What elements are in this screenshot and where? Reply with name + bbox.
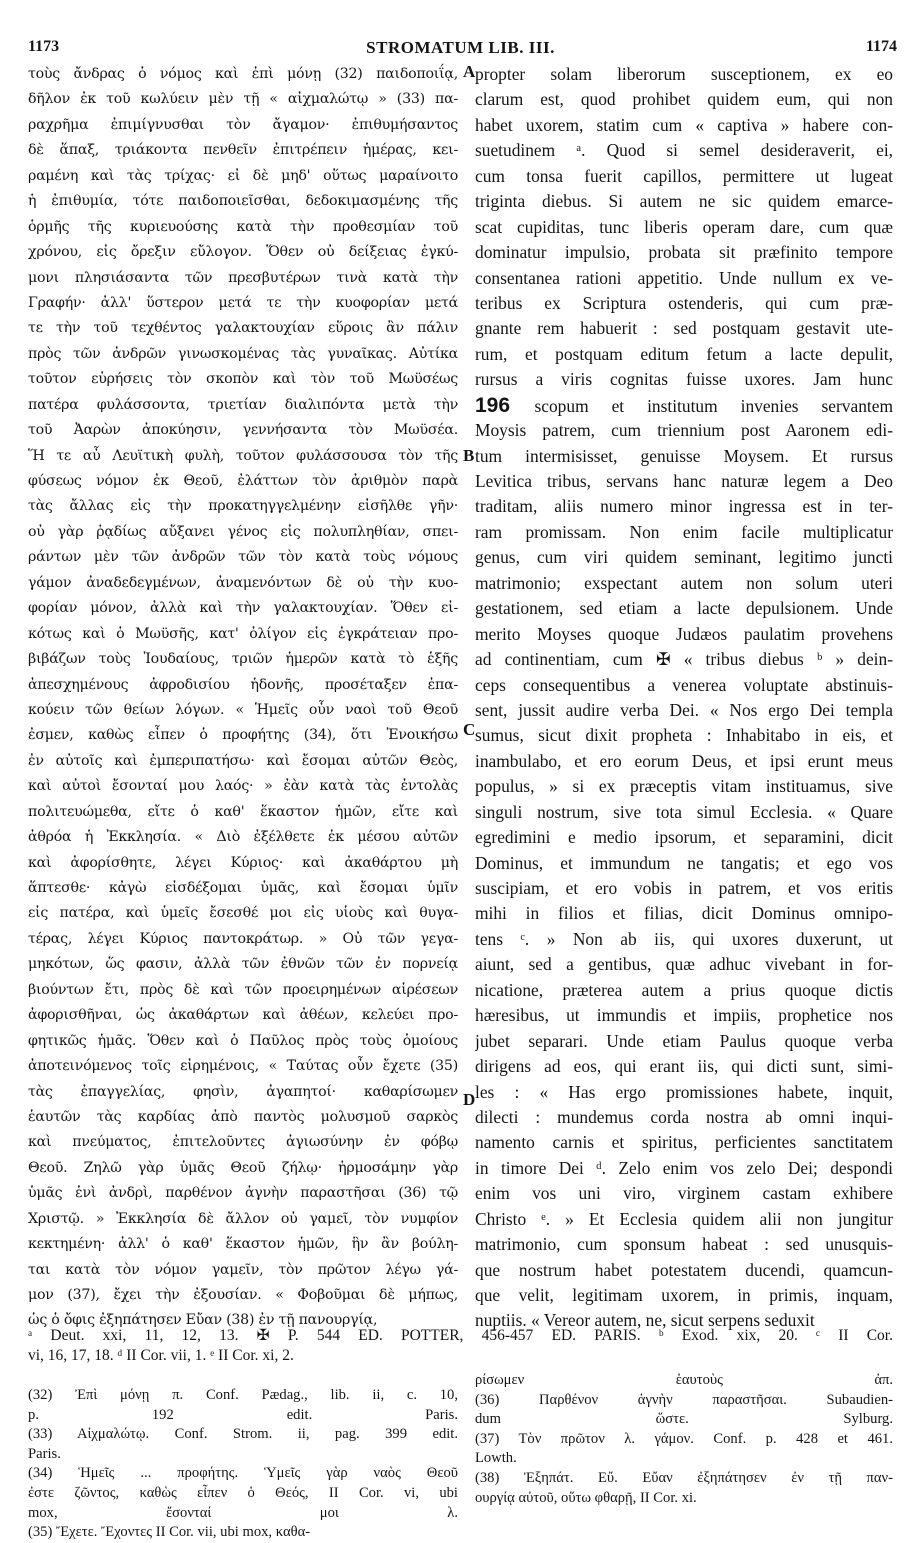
- latin-line: Levitica tribus, servans hanc naturæ legem a Deo: [475, 471, 893, 491]
- margin-letter-b: B: [463, 446, 475, 465]
- reference-line: ᵃ Deut. xxi, 11, 12, 13. ✠ P. 544 ED. POTTER, 456-457 ED. PARIS. ᵇ Exod. xix, 20. ᶜ II Cor.: [28, 1327, 893, 1344]
- latin-line: matrimonio, cum sponsum habeat : sed unusquis-: [475, 1234, 893, 1255]
- footnote-line: (38) Ἐξηπάτ. Εὔ. Εὔαν ἐξηπάτησεν ἐν τῇ παν-: [475, 1469, 893, 1486]
- greek-line: μονι πλησιάσαντα τῶν πρεσβυτέρων τινὰ κατὰ τὴν: [28, 269, 458, 286]
- greek-line: φύσεως νόμον ἐκ Θεοῦ, ἐλάττων τὸν ἀριθμὸν παρὰ: [28, 473, 458, 489]
- latin-line: gnante rem habuerit : sed postquam gestavit ute-: [475, 318, 893, 339]
- footnote-line: p. 192 edit. Paris.: [28, 1406, 458, 1423]
- greek-line: Χριστῷ. » Ἐκκλησία δὲ ἄλλον οὐ γαμεῖ, τὸν νυμφίον: [28, 1210, 458, 1227]
- greek-line: εἰς πατέρα, καὶ ὑμεῖς ἔσεσθέ μοι εἰς υἱοὺς καὶ θυγα-: [28, 905, 458, 922]
- latin-line: populus, » si ex præceptis vitam instituamus, sive: [475, 776, 893, 797]
- greek-line: τοὺς ἄνδρας ὁ νόμος καὶ ἐπὶ μόνῃ (32) παιδοποιΐᾳ,: [28, 66, 458, 82]
- greek-column: [28, 62, 458, 1334]
- latin-line: hæresibus, ut immundis et impiis, prophetice nos: [475, 1005, 893, 1026]
- greek-line: κεκτημένη· ἀλλ' ὁ καθ' ἕκαστον ἡμῶν, ἣν ἂν βούλη-: [28, 1236, 458, 1253]
- greek-line: δὲ ἅπαξ, τριάκοντα πενθεῖν ἐπιτρέπειν ἡμέρας, κει-: [28, 142, 458, 159]
- footnote-line: (35) Ἔχετε. Ἔχοντες II Cor. vii, ubi mox, καθα-: [28, 1524, 311, 1541]
- latin-line: clarum est, quod prohibet quidem eum, qui non: [475, 89, 893, 110]
- greek-line: ἀποτεινόμενος τοῖς εἰρημένοις, « Ταύτας οὖν ἔχετε (35): [28, 1058, 458, 1075]
- greek-line: ὑμᾶς ἑνὶ ἀνδρὶ, παρθένον ἁγνὴν παραστῆσαι (36) τῷ: [28, 1185, 458, 1202]
- latin-line: dirigens ad eos, qui erant iis, qui dicti sunt, simi-: [475, 1056, 893, 1077]
- latin-line: dilecti : mundemus corda nostra ab omni inqui-: [475, 1106, 893, 1127]
- latin-line: dominatur impulsio, probata sit præfinito tempore: [475, 242, 893, 263]
- latin-line: propter solam liberorum susceptionem, ex eo: [475, 64, 893, 84]
- greek-line: ραμένη καὶ τὰς τρίχας· εἰ δὲ μηδ' οὕτως μαραίνοιτο: [28, 167, 458, 184]
- greek-line: ἀφορισθῆναι, ὡς ἀκαθάρτων καὶ ἀθέων, κελεύει προ-: [28, 1007, 458, 1024]
- latin-line: les : « Has ergo promissiones habete, inquit,: [475, 1081, 893, 1102]
- latin-line: ceps consequentibus a venerea voluptate abstinuis-: [475, 674, 893, 695]
- greek-line: ράντων μὲν τῶν ἀνδρῶν τῶν τὸν κατὰ τοὺς νόμους: [28, 549, 458, 566]
- latin-line: ad continentiam, cum ✠ « tribus diebus ᵇ » dein-: [475, 649, 893, 670]
- latin-line: que velit, legitimam uxorem, in primis, inquam,: [475, 1285, 893, 1305]
- latin-line: scat cupiditas, tunc liberis operam dare, cum quæ: [475, 216, 893, 237]
- margin-letter-a: A: [463, 62, 476, 81]
- greek-line: πρὸς τῶν ἀνδρῶν γινωσκομένας τὰς γυναῖκας. Αὐτίκα: [28, 345, 458, 362]
- latin-line: suscipiam, et ero vobis in patrem, et vos eritis: [475, 878, 893, 898]
- latin-line: in timore Dei ᵈ. Zelo enim vos zelo Dei; despondi: [475, 1157, 893, 1178]
- greek-line: βιβάζων τοὺς Ἰουδαίους, τριῶν ἡμερῶν κατὰ τὸ ἑξῆς: [28, 651, 458, 668]
- greek-line: Ἥ τε αὖ Λευϊτικὴ φυλὴ, τοῦτον φυλάσσουσα τὸν τῆς: [28, 447, 458, 464]
- footnote-line: dum ὥστε. Sylburg.: [475, 1411, 893, 1428]
- latin-line: mihi in filios et filias, dicit Dominus omnipo-: [475, 903, 893, 924]
- greek-line: ἑαυτῶν τὰς καρδίας ἀπὸ παντὸς μολυσμοῦ σαρκὸς: [28, 1108, 458, 1125]
- greek-line: ὁρμῆς τῆς κυριευούσης κατὰ τὴν προθεσμίαν τοῦ: [28, 218, 458, 235]
- footnote-line: (32) Ἐπὶ μόνῃ π. Conf. Pædag., lib. ii, c. 10,: [28, 1387, 458, 1403]
- greek-line: τοῦτον εὑρήσεις τὸν σκοπὸν καὶ τὸν τοῦ Μωϋσέως: [28, 371, 458, 388]
- greek-line: ἀθρόα ἡ Ἐκκλησία. « Διὸ ἐξέλθετε ἐκ μέσου αὐτῶν: [28, 829, 458, 846]
- greek-line: Θεοῦ. Ζηλῶ γὰρ ὑμᾶς Θεοῦ ζήλῳ· ἡρμοσάμην γὰρ: [28, 1159, 458, 1176]
- greek-line: ἡ ἐπιθυμία, τότε παιδοποιεῖσθαι, δεδοκιμασμένης τῆς: [28, 193, 458, 210]
- latin-line: habet uxorem, statim cum « captiva » habere con-: [475, 114, 893, 135]
- greek-line: ἅπτεσθε· κἀγὼ εἰσδέξομαι ὑμᾶς, καὶ ἔσομαι ὑμῖν: [28, 880, 458, 896]
- latin-line: gestationem, sed etiam a lacte depulsionem. Unde: [475, 598, 893, 619]
- latin-line: consentanea rationi appetitio. Unde nullum ex ve-: [475, 267, 893, 288]
- greek-line: φητικῶς ἡμᾶς. Ὅθεν καὶ ὁ Παῦλος πρὸς τοὺς ὁμοίους: [28, 1032, 458, 1049]
- footnote-line: mox, ἔσονταί μοι λ.: [28, 1504, 458, 1521]
- latin-line: egredimini e medio ipsorum, et separamini, dicit: [475, 827, 893, 848]
- latin-line: ram promissam. Non enim facile multiplicatur: [475, 521, 893, 542]
- page-header: [0, 38, 921, 60]
- greek-line: Γραφήν· ἀλλ' ὕστερον μετά τε τὴν κυοφορίαν μετά: [28, 294, 458, 311]
- greek-line: τὰς ἄλλας εἰς τὴν προκατηγγελμένην εἰσῆλθε γῆν·: [28, 498, 458, 515]
- greek-line: τὰς ἐπαγγελίας, φησὶν, ἀγαπητοί· καθαρίσωμεν: [28, 1083, 458, 1100]
- footnote-line: (33) Αἰχμαλώτῳ. Conf. Strom. ii, pag. 399 edit.: [28, 1426, 458, 1443]
- page-reference-number: 196: [475, 393, 535, 417]
- greek-line: τοῦ Ἀαρὼν ἀποκύησιν, γεννήσαντα τὸν Μωϋσέα.: [28, 422, 458, 439]
- greek-line: καὶ αὐτοὶ ἔσονταί μου λαός· » ἐὰν κατὰ τὰς ἐντολὰς: [28, 778, 458, 795]
- latin-line: Moysis patrem, cum triennium post Aaronem edi-: [475, 420, 893, 441]
- footnote-line: (37) Τὸν πρῶτον λ. γάμον. Conf. p. 428 et 461.: [475, 1430, 893, 1447]
- footnotes-left: [28, 1386, 458, 1543]
- latin-line: 196 scopum et institutum invenies servantem: [475, 393, 893, 417]
- footnote-line: (34) Ἡμεῖς ... προφήτης. Ὑμεῖς γὰρ ναὸς Θεοῦ: [28, 1465, 458, 1482]
- latin-line: rursus a viris cognitas fuisse uxores. Jam hunc: [475, 369, 893, 390]
- greek-line: πατέρα φυλάσσοντα, τριετίαν διαλιπόντα μετὰ τὴν: [28, 396, 458, 413]
- latin-line: singuli nostrum, sive tota simul Ecclesia. « Quare: [475, 801, 893, 822]
- greek-line: ἐσμεν, καθὼς εἶπεν ὁ προφήτης (34), ὅτι Ἐνοικήσω: [28, 727, 458, 744]
- footnote-line: Paris.: [28, 1445, 61, 1462]
- greek-line: ἀπεσχημένους ἀφροδισίου ἡδονῆς, προσέταξεν ἐπα-: [28, 676, 458, 693]
- footnotes-right: [475, 1371, 893, 1508]
- latin-column: [475, 62, 893, 1334]
- greek-line: βιούντων ἔτι, πρὸς δὲ καὶ τῶν προειρημένων αἱρέσεων: [28, 981, 458, 998]
- latin-line: merito Moyses quoque Judæos paulatim provehens: [475, 623, 893, 644]
- footnote-line: ρίσωμεν ἑαυτοὺς ἀπ.: [475, 1372, 893, 1388]
- reference-line: vi, 16, 17, 18. ᵈ II Cor. vii, 1. ᵉ II Cor. xi, 2.: [28, 1347, 294, 1364]
- greek-line: τέρας, λέγει Κύριος παντοκράτωρ. » Οὐ τῶν γεγα-: [28, 930, 458, 947]
- footnote-line: (36) Παρθένον ἁγνὴν παραστῆσαι. Subaudien-: [475, 1391, 893, 1408]
- latin-line: enim vos uni viro, virginem castam exhibere: [475, 1183, 893, 1204]
- latin-line: nuptiis. « Vereor autem, ne, sicut serpens seduxit: [475, 1310, 815, 1331]
- greek-line: κότως καὶ ὁ Μωϋσῆς, κατ' ὀλίγον εἰς ἐγκράτειαν προ-: [28, 625, 458, 642]
- latin-line: Dominus, et immundum ne tangatis; et ego vos: [475, 852, 893, 873]
- latin-line: tens ᶜ. » Non ab iis, qui uxores duxerunt, ut: [475, 928, 893, 949]
- greek-line: χρόνου, εἰς ὄρεξιν εὔλογον. Ὅθεν οὐ δείξειας ἐγκύ-: [28, 244, 458, 261]
- latin-line: suetudinem ᵃ. Quod si semel desideraverit, ei,: [475, 140, 893, 161]
- latin-line: Christo ᵉ. » Et Ecclesia quidem alii non jungitur: [475, 1208, 893, 1229]
- margin-letter-c: C: [463, 720, 476, 739]
- footnote-line: ἐστε ζῶντος, καθὼς εἶπεν ὁ Θεός, II Cor. vi, ubi: [28, 1484, 458, 1501]
- latin-line: teribus ex Scriptura ostenderis, qui cum præ-: [475, 292, 893, 313]
- greek-line: οὐ γὰρ ῥᾳδίως αὔξανει γένος εἰς πολυπληθίαν, σπει-: [28, 523, 458, 540]
- page-number-left: 1173: [28, 38, 60, 55]
- latin-line: genus, cum viri quidem seminant, legitimo juncti: [475, 547, 893, 568]
- latin-line: nicatione, præterea autem a prius quoque dictis: [475, 979, 893, 1000]
- greek-line: μηκότων, ὥς φασιν, ἀλλὰ τῶν ἐθνῶν τῶν ἐν πορνείᾳ: [28, 956, 458, 973]
- latin-line: aiunt, sed a gentibus, quæ adhuc vivebant in for-: [475, 954, 893, 975]
- greek-line: ἐν αὐτοῖς καὶ ἐμπεριπατήσω· καὶ ἔσομαι αὐτῶν Θεὸς,: [28, 752, 458, 769]
- greek-line: καὶ πνεύματος, ἐπιτελοῦντες ἁγιωσύνην ἐν φόβῳ: [28, 1134, 458, 1151]
- greek-line: πολιτευώμεθα, εἴτε ὁ καθ' ἕκαστον ἡμῶν, εἴτε καὶ: [28, 803, 458, 820]
- footnote-line: ουργίᾳ αὐτοῦ, οὕτω φθαρῇ, II Cor. xi.: [475, 1489, 697, 1506]
- greek-line: φορίαν μόνον, ἀλλὰ καὶ τὴν γαλακτουχίαν. Ὅθεν εἰ-: [28, 600, 458, 617]
- latin-line: traditam, aliis numero minor ingressa est in ter-: [475, 496, 893, 517]
- footnote-line: Lowth.: [475, 1450, 517, 1467]
- latin-line: matrimonio; exspectant autem non solum uteri: [475, 572, 893, 593]
- margin-letter-d: D: [463, 1090, 476, 1109]
- latin-line: inambulabo, et ero eorum Deus, et ipsi erunt meus: [475, 750, 893, 771]
- greek-line: κούειν τῶν θείων λόγων. « Ἡμεῖς οὖν ναοὶ τοῦ Θεοῦ: [28, 701, 458, 718]
- greek-line: δῆλον ἐκ τοῦ κωλύειν μὲν τῇ « αἰχμαλώτῳ » (33) πα-: [28, 91, 458, 108]
- greek-line: καὶ ἀφορίσθητε, λέγει Κύριος· καὶ ἀκαθάρτου μὴ: [28, 854, 458, 871]
- running-title: STROMATUM LIB. III.: [366, 38, 555, 57]
- greek-line: ραχρῆμα ἐπιμίγνυσθαι τὸν ἄγαμον· ἐπιθυμήσαντος: [28, 116, 458, 133]
- greek-line: τε τὴν τοῦ τεχθέντος γαλακτουχίαν εὕροις ἂν πάλιν: [28, 320, 458, 337]
- latin-line: rum, et postquam editum fetum a lacte depulit,: [475, 343, 893, 364]
- page-number-right: 1174: [865, 38, 897, 55]
- latin-line: que nostrum habet potestatem ducendi, quamcun-: [475, 1259, 893, 1280]
- latin-line: namento carnis et spiritus, perficientes sanctitatem: [475, 1132, 893, 1153]
- latin-line: triginta diebus. Si autem ne sic quidem emarce-: [475, 191, 893, 212]
- scripture-references: [28, 1326, 893, 1366]
- latin-line: jubet separari. Unde etiam Paulus quoque verba: [475, 1030, 893, 1051]
- latin-line: sent, jussit audire verba Dei. « Nos ergo Dei templa: [475, 699, 893, 720]
- greek-line: γάμον ἀναδεδεγμένων, ἀναμενόντων δὲ οὐ τὴν κυο-: [28, 574, 458, 591]
- greek-line: ὡς ὁ ὄφις ἐξηπάτησεν Εὔαν (38) ἐν τῇ πανουργίᾳ,: [28, 1312, 378, 1329]
- latin-line: sumus, sicut dixit propheta : Inhabitabo in eis, et: [475, 725, 893, 746]
- greek-line: ται κατὰ τὸν νόμον γαμεῖν, τὸν πρῶτον λέγω γά-: [28, 1261, 458, 1278]
- greek-line: μον (37), ἔχει τὴν ἐξουσίαν. « Φοβοῦμαι δὲ μήπως,: [28, 1287, 458, 1303]
- latin-line: cum tonsa fuerit capillos, permittere ut lugeat: [475, 165, 893, 186]
- latin-line: tum intermisisset, genuisse Moysem. Et rursus: [475, 445, 893, 466]
